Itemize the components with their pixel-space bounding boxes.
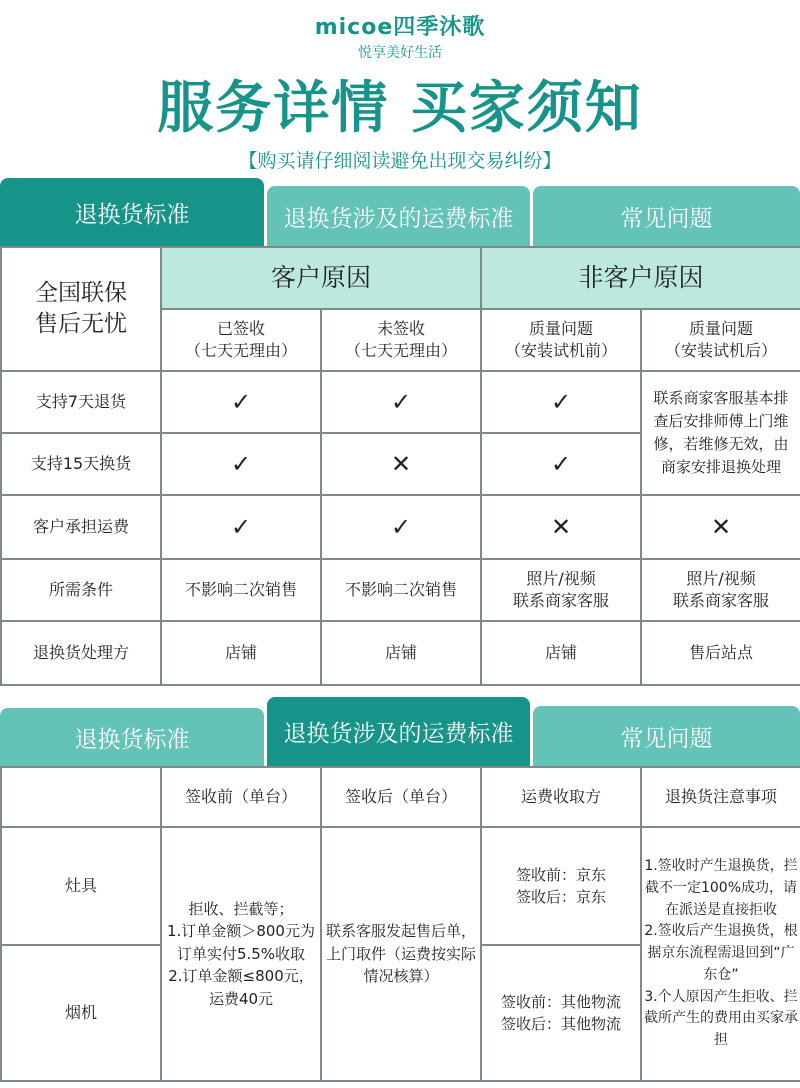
table-cell: ✕ xyxy=(481,495,641,559)
table-cell: 店铺 xyxy=(161,621,321,685)
table-cell: 售后站点 xyxy=(641,621,800,685)
table-corner-label: 全国联保 售后无忧 xyxy=(1,247,161,371)
table-cell: ✕ xyxy=(641,495,800,559)
col-header: 签收后（单台） xyxy=(321,767,481,827)
table-cell: ✓ xyxy=(161,495,321,559)
table-cell: ✓ xyxy=(481,433,641,495)
table-cell: ✓ xyxy=(161,433,321,495)
tab-faq[interactable]: 常见问题 xyxy=(533,706,800,766)
table-cell: 不影响二次销售 xyxy=(161,559,321,621)
row-label: 客户承担运费 xyxy=(1,495,161,559)
table-cell: 照片/视频 联系商家客服 xyxy=(641,559,800,621)
fee-payer-yanji: 签收前：其他物流 签收后：其他物流 xyxy=(481,945,641,1081)
table-cell: ✓ xyxy=(321,371,481,433)
group-customer-reason: 客户原因 xyxy=(161,247,481,309)
row-label: 支持7天退货 xyxy=(1,371,161,433)
table-cell: ✓ xyxy=(481,371,641,433)
col-header: 质量问题 （安装试机后） xyxy=(641,309,800,371)
fee-after-signing: 联系客服发起售后单，上门取件（运费按实际情况核算） xyxy=(321,827,481,1081)
repair-note: 联系商家客服基本排查后安排师傅上门维修，若维修无效，由商家安排退换处理 xyxy=(641,371,800,495)
tab-return-standard[interactable]: 退换货标准 xyxy=(0,178,264,246)
table-cell: ✓ xyxy=(161,371,321,433)
row-label: 退换货处理方 xyxy=(1,621,161,685)
col-header: 签收前（单台） xyxy=(161,767,321,827)
tab-return-standard[interactable]: 退换货标准 xyxy=(0,708,264,766)
page-title: 服务详情 买家须知 xyxy=(157,76,643,141)
table-cell: 不影响二次销售 xyxy=(321,559,481,621)
col-header: 退换货注意事项 xyxy=(641,767,800,827)
row-label: 烟机 xyxy=(1,945,161,1081)
group-non-customer-reason: 非客户原因 xyxy=(481,247,800,309)
table-cell: 照片/视频 联系商家客服 xyxy=(481,559,641,621)
purchase-notice: 【购买请仔细阅读避免出现交易纠纷】 xyxy=(238,150,562,172)
shipping-fee-table xyxy=(0,766,800,1082)
table-cell: 店铺 xyxy=(321,621,481,685)
table-cell: ✓ xyxy=(321,495,481,559)
row-label: 所需条件 xyxy=(1,559,161,621)
tab-shipping-fee-standard[interactable]: 退换货涉及的运费标准 xyxy=(267,186,530,246)
col-header: 未签收 （七天无理由） xyxy=(321,309,481,371)
table-cell: 店铺 xyxy=(481,621,641,685)
return-notes: 1.签收时产生退换货，拦截不一定100%成功，请在派送是直接拒收 2.签收后产生退换货，根据京东流程需退回到“广东仓” 3.个人原因产生拒收、拦截所产生的费用由买家承担 xyxy=(641,827,800,1081)
brand-logo: micoe四季沐歌 xyxy=(314,15,486,40)
row-label: 支持15天换货 xyxy=(1,433,161,495)
tab-shipping-fee-standard[interactable]: 退换货涉及的运费标准 xyxy=(267,697,530,766)
col-header: 质量问题 （安装试机前） xyxy=(481,309,641,371)
fee-payer-zaoju: 签收前：京东 签收后：京东 xyxy=(481,827,641,945)
col-header: 运费收取方 xyxy=(481,767,641,827)
row-label: 灶具 xyxy=(1,827,161,945)
table-corner-empty xyxy=(1,767,161,827)
tab-faq[interactable]: 常见问题 xyxy=(533,186,800,246)
brand-slogan: 悦享美好生活 xyxy=(358,45,442,61)
col-header: 已签收 （七天无理由） xyxy=(161,309,321,371)
table-cell: ✕ xyxy=(321,433,481,495)
return-standard-table xyxy=(0,246,800,686)
fee-before-signing: 拒收、拦截等； 1.订单金额＞800元为订单实付5.5%收取 2.订单金额≤800元，运费40元 xyxy=(161,827,321,1081)
